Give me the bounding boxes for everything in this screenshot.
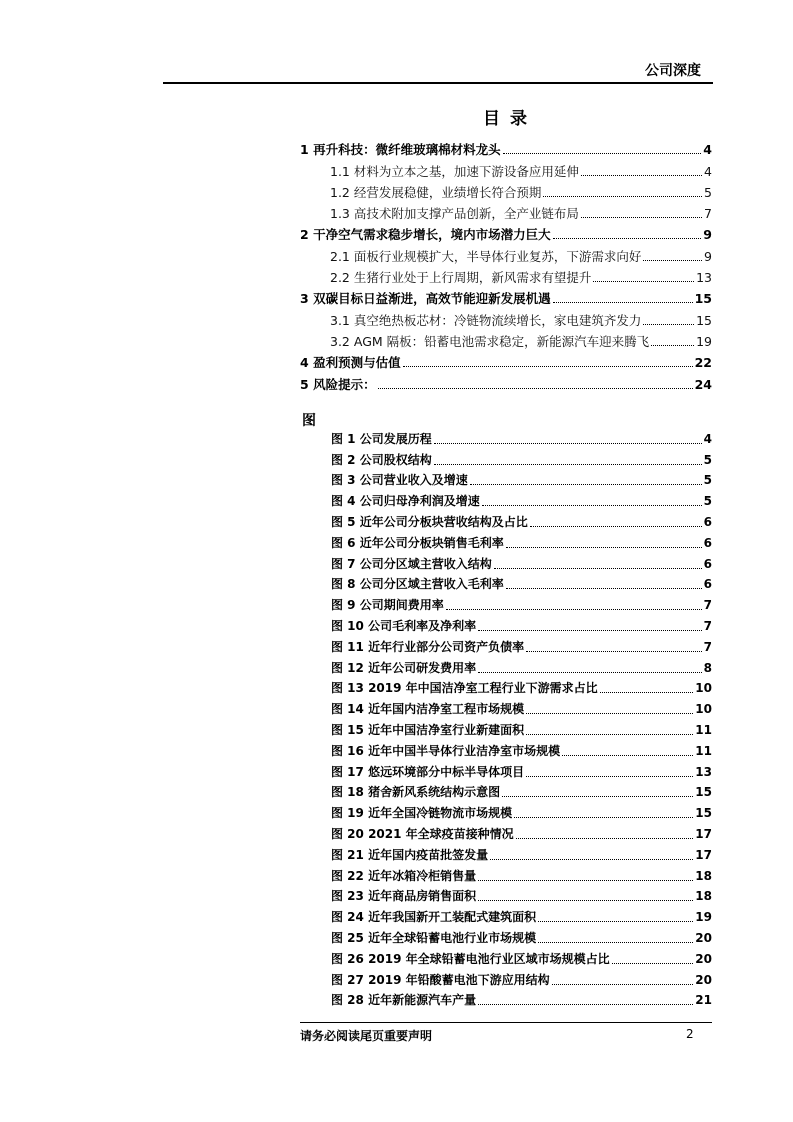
figure-title: 公司营业收入及增速 xyxy=(359,473,468,488)
figure-title: 猪舍新风系统结构示意图 xyxy=(368,785,501,800)
figure-title: 近年公司分板块营收结构及占比 xyxy=(359,514,528,529)
figure-page: 4 xyxy=(703,431,712,446)
figure-title: 近年中国半导体行业洁净室市场规模 xyxy=(368,743,561,758)
dot-leader xyxy=(643,260,702,261)
dot-leader xyxy=(651,345,694,346)
toc-subsection-entry[interactable] xyxy=(300,179,712,200)
figure-label: 图 16 xyxy=(331,743,364,758)
toc-section-entry[interactable] xyxy=(300,285,712,306)
figure-list-entry[interactable] xyxy=(331,738,712,759)
figure-list-entry[interactable] xyxy=(331,572,712,593)
figure-title: 公司毛利率及净利率 xyxy=(368,618,477,633)
toc-entry-number: 2 xyxy=(300,227,309,243)
figure-page: 20 xyxy=(695,930,712,945)
figure-page: 15 xyxy=(695,806,712,821)
footer-divider xyxy=(300,1022,712,1023)
dot-leader xyxy=(490,859,693,860)
dot-leader xyxy=(446,609,702,610)
toc-subsection-entry[interactable] xyxy=(300,306,712,327)
figure-page: 20 xyxy=(695,951,712,966)
figure-title: 近年公司分板块销售毛利率 xyxy=(359,535,504,550)
toc-entry-page: 15 xyxy=(694,291,712,307)
figure-title: 近年国内洁净室工程市场规模 xyxy=(368,702,525,717)
figure-label: 图 22 xyxy=(331,868,364,883)
dot-leader xyxy=(470,484,702,485)
figure-label: 图 7 xyxy=(331,556,356,571)
toc-entry-number: 1.1 xyxy=(330,163,350,179)
figure-title: 近年国内疫苗批签发量 xyxy=(368,847,489,862)
dot-leader xyxy=(403,366,693,367)
toc-entry-page: 7 xyxy=(704,206,712,222)
figures-heading: 图 xyxy=(302,413,316,429)
dot-leader xyxy=(552,984,694,985)
figure-page: 17 xyxy=(695,847,712,862)
toc-entry-number: 5 xyxy=(300,376,309,392)
figure-page: 6 xyxy=(703,535,712,550)
toc-entry-page: 19 xyxy=(696,333,712,349)
dot-leader xyxy=(526,734,693,735)
header-divider xyxy=(163,82,713,84)
figure-list-entry[interactable] xyxy=(331,655,712,676)
toc-entry-page: 9 xyxy=(704,248,712,264)
figure-label: 图 6 xyxy=(331,535,356,550)
toc-entry-number: 3.2 xyxy=(330,333,350,349)
page-number: 2 xyxy=(686,1027,694,1041)
header-label: 公司深度 xyxy=(645,63,701,79)
figure-page: 8 xyxy=(703,660,712,675)
figure-title: 公司发展历程 xyxy=(359,431,432,446)
figure-page: 5 xyxy=(703,473,712,488)
figure-label: 图 1 xyxy=(331,431,356,446)
toc-entry-page: 9 xyxy=(703,227,712,243)
figure-label: 图 20 xyxy=(331,826,364,841)
list-of-figures xyxy=(331,426,712,1008)
toc-entry-number: 1.2 xyxy=(330,184,350,200)
figure-page: 11 xyxy=(695,722,712,737)
figure-label: 图 10 xyxy=(331,618,364,633)
figure-page: 5 xyxy=(703,452,712,467)
figure-title: 2019 年铅酸蓄电池下游应用结构 xyxy=(368,972,550,987)
figure-label: 图 17 xyxy=(331,764,364,779)
toc-entry-number: 2.2 xyxy=(330,270,350,286)
toc-entry-title: 生猪行业处于上行周期，新风需求有望提升 xyxy=(353,270,592,286)
figure-title: 悠远环境部分中标半导体项目 xyxy=(368,764,525,779)
figure-page: 15 xyxy=(695,785,712,800)
figure-label: 图 11 xyxy=(331,639,364,654)
figure-label: 图 12 xyxy=(331,660,364,675)
toc-entry-title: 真空绝热板芯材：冷链物流续增长，家电建筑齐发力 xyxy=(353,312,642,328)
figure-label: 图 13 xyxy=(331,681,364,696)
dot-leader xyxy=(503,153,702,154)
dot-leader xyxy=(514,817,693,818)
figure-page: 13 xyxy=(695,764,712,779)
dot-leader xyxy=(526,713,693,714)
dot-leader xyxy=(600,692,694,693)
figure-page: 10 xyxy=(695,702,712,717)
dot-leader xyxy=(478,880,693,881)
dot-leader xyxy=(526,651,702,652)
figure-title: 近年全球铅蓄电池行业市场规模 xyxy=(368,930,537,945)
figure-list-entry[interactable] xyxy=(331,821,712,842)
toc-entry-title: 高技术附加支撑产品创新，全产业链布局 xyxy=(353,206,579,222)
toc-entry-title: 盈利预测与估值 xyxy=(313,355,401,371)
dot-leader xyxy=(553,302,693,303)
figure-list-entry[interactable] xyxy=(331,634,712,655)
figure-label: 图 9 xyxy=(331,598,356,613)
figure-page: 10 xyxy=(695,681,712,696)
figure-title: 近年新能源汽车产量 xyxy=(368,993,477,1008)
toc-subsection-entry[interactable] xyxy=(300,328,712,349)
figure-title: 近年行业部分公司资产负债率 xyxy=(368,639,525,654)
dot-leader xyxy=(643,324,694,325)
toc-section-entry[interactable] xyxy=(300,349,712,370)
dot-leader xyxy=(516,838,694,839)
figure-list-entry[interactable] xyxy=(331,676,712,697)
toc-entry-number: 3 xyxy=(300,291,309,307)
figure-list-entry[interactable] xyxy=(331,759,712,780)
dot-leader xyxy=(530,526,702,527)
toc-entry-number: 1.3 xyxy=(330,206,350,222)
figure-list-entry[interactable] xyxy=(331,925,712,946)
toc-entry-title: 面板行业规模扩大，半导体行业复苏，下游需求向好 xyxy=(353,248,642,264)
figure-page: 17 xyxy=(695,826,712,841)
dot-leader xyxy=(553,238,702,239)
figure-page: 7 xyxy=(703,639,712,654)
figure-list-entry[interactable] xyxy=(331,717,712,738)
footer-disclaimer: 请务必阅读尾页重要声明 xyxy=(300,1029,433,1043)
figure-title: 2019 年中国洁净室工程行业下游需求占比 xyxy=(368,681,598,696)
figure-page: 7 xyxy=(703,618,712,633)
figure-title: 近年我国新开工装配式建筑面积 xyxy=(368,910,537,925)
figure-title: 近年全国冷链物流市场规模 xyxy=(368,806,513,821)
figure-title: 近年公司研发费用率 xyxy=(368,660,477,675)
figure-label: 图 4 xyxy=(331,494,356,509)
toc-entry-page: 4 xyxy=(703,142,712,158)
figure-list-entry[interactable] xyxy=(331,696,712,717)
figure-title: 公司分区域主营收入结构 xyxy=(359,556,492,571)
toc-entry-page: 24 xyxy=(694,376,712,392)
toc-entry-number: 4 xyxy=(300,355,309,371)
figure-list-entry[interactable] xyxy=(331,488,712,509)
figure-list-entry[interactable] xyxy=(331,884,712,905)
figure-list-entry[interactable] xyxy=(331,967,712,988)
figure-list-entry[interactable] xyxy=(331,613,712,634)
figure-page: 6 xyxy=(703,556,712,571)
figure-title: 近年商品房销售面积 xyxy=(368,889,477,904)
toc-entry-page: 5 xyxy=(704,184,712,200)
figure-list-entry[interactable] xyxy=(331,988,712,1009)
figure-page: 19 xyxy=(695,910,712,925)
figure-page: 18 xyxy=(695,889,712,904)
figure-label: 图 27 xyxy=(331,972,364,987)
figure-list-entry[interactable] xyxy=(331,800,712,821)
table-of-contents xyxy=(300,136,712,392)
figure-list-entry[interactable] xyxy=(331,842,712,863)
toc-entry-number: 1 xyxy=(300,142,309,158)
dot-leader xyxy=(482,505,702,506)
toc-entry-title: 经营发展稳健，业绩增长符合预期 xyxy=(353,184,542,200)
figure-page: 21 xyxy=(695,993,712,1008)
figure-title: 近年冰箱冷柜销售量 xyxy=(368,868,477,883)
figure-page: 6 xyxy=(703,577,712,592)
dot-leader xyxy=(378,388,693,389)
figure-label: 图 5 xyxy=(331,514,356,529)
dot-leader xyxy=(612,963,694,964)
toc-section-entry[interactable] xyxy=(300,221,712,242)
figure-label: 图 18 xyxy=(331,785,364,800)
figure-list-entry[interactable] xyxy=(331,551,712,572)
toc-section-entry[interactable] xyxy=(300,136,712,157)
figure-title: 公司归母净利润及增速 xyxy=(359,494,480,509)
toc-subsection-entry[interactable] xyxy=(300,157,712,178)
figure-page: 6 xyxy=(703,514,712,529)
toc-entry-title: 风险提示： xyxy=(313,376,376,392)
dot-leader xyxy=(494,568,702,569)
dot-leader xyxy=(478,630,702,631)
figure-label: 图 8 xyxy=(331,577,356,592)
figure-label: 图 25 xyxy=(331,930,364,945)
figure-list-entry[interactable] xyxy=(331,530,712,551)
toc-subsection-entry[interactable] xyxy=(300,242,712,263)
dot-leader xyxy=(502,796,693,797)
figure-label: 图 28 xyxy=(331,993,364,1008)
figure-list-entry[interactable] xyxy=(331,426,712,447)
dot-leader xyxy=(538,942,693,943)
figure-list-entry[interactable] xyxy=(331,780,712,801)
dot-leader xyxy=(478,672,702,673)
figure-label: 图 26 xyxy=(331,951,364,966)
figure-title: 2019 年全球铅蓄电池行业区域市场规模占比 xyxy=(368,951,610,966)
figure-title: 公司期间费用率 xyxy=(359,598,444,613)
figure-label: 图 19 xyxy=(331,806,364,821)
figure-list-entry[interactable] xyxy=(331,946,712,967)
dot-leader xyxy=(478,900,693,901)
dot-leader xyxy=(538,921,693,922)
figure-label: 图 24 xyxy=(331,910,364,925)
figure-title: 2021 年全球疫苗接种情况 xyxy=(368,826,514,841)
dot-leader xyxy=(434,464,702,465)
dot-leader xyxy=(506,547,702,548)
toc-title: 目 录 xyxy=(483,109,529,129)
figure-label: 图 14 xyxy=(331,702,364,717)
toc-entry-title: 再升科技：微纤维玻璃棉材料龙头 xyxy=(313,142,501,158)
dot-leader xyxy=(434,443,702,444)
dot-leader xyxy=(478,1004,693,1005)
dot-leader xyxy=(581,217,702,218)
figure-page: 20 xyxy=(695,972,712,987)
figure-list-entry[interactable] xyxy=(331,468,712,489)
dot-leader xyxy=(581,175,702,176)
figure-list-entry[interactable] xyxy=(331,592,712,613)
figure-label: 图 21 xyxy=(331,847,364,862)
figure-list-entry[interactable] xyxy=(331,904,712,925)
figure-list-entry[interactable] xyxy=(331,509,712,530)
dot-leader xyxy=(526,776,693,777)
toc-entry-number: 2.1 xyxy=(330,248,350,264)
toc-entry-page: 13 xyxy=(696,270,712,286)
toc-entry-number: 3.1 xyxy=(330,312,350,328)
figure-list-entry[interactable] xyxy=(331,863,712,884)
toc-entry-page: 22 xyxy=(694,355,712,371)
figure-label: 图 23 xyxy=(331,889,364,904)
figure-label: 图 15 xyxy=(331,722,364,737)
dot-leader xyxy=(543,196,702,197)
figure-list-entry[interactable] xyxy=(331,447,712,468)
figure-page: 18 xyxy=(695,868,712,883)
figure-title: 近年中国洁净室行业新建面积 xyxy=(368,722,525,737)
dot-leader xyxy=(593,281,694,282)
figure-label: 图 3 xyxy=(331,473,356,488)
figure-page: 7 xyxy=(703,598,712,613)
toc-entry-title: 双碳目标日益渐进，高效节能迎新发展机遇 xyxy=(313,291,551,307)
figure-page: 11 xyxy=(695,743,712,758)
toc-entry-title: 材料为立本之基，加速下游设备应用延伸 xyxy=(353,163,579,179)
dot-leader xyxy=(506,588,702,589)
toc-entry-page: 15 xyxy=(696,312,712,328)
toc-subsection-entry[interactable] xyxy=(300,264,712,285)
toc-entry-title: 干净空气需求稳步增长，境内市场潜力巨大 xyxy=(313,227,551,243)
figure-label: 图 2 xyxy=(331,452,356,467)
figure-title: 公司分区域主营收入毛利率 xyxy=(359,577,504,592)
figure-title: 公司股权结构 xyxy=(359,452,432,467)
toc-entry-title: AGM 隔板：铅蓄电池需求稳定，新能源汽车迎来腾飞 xyxy=(353,333,650,349)
toc-section-entry[interactable] xyxy=(300,370,712,391)
toc-entry-page: 4 xyxy=(704,163,712,179)
figure-page: 5 xyxy=(703,494,712,509)
dot-leader xyxy=(562,755,693,756)
toc-subsection-entry[interactable] xyxy=(300,200,712,221)
